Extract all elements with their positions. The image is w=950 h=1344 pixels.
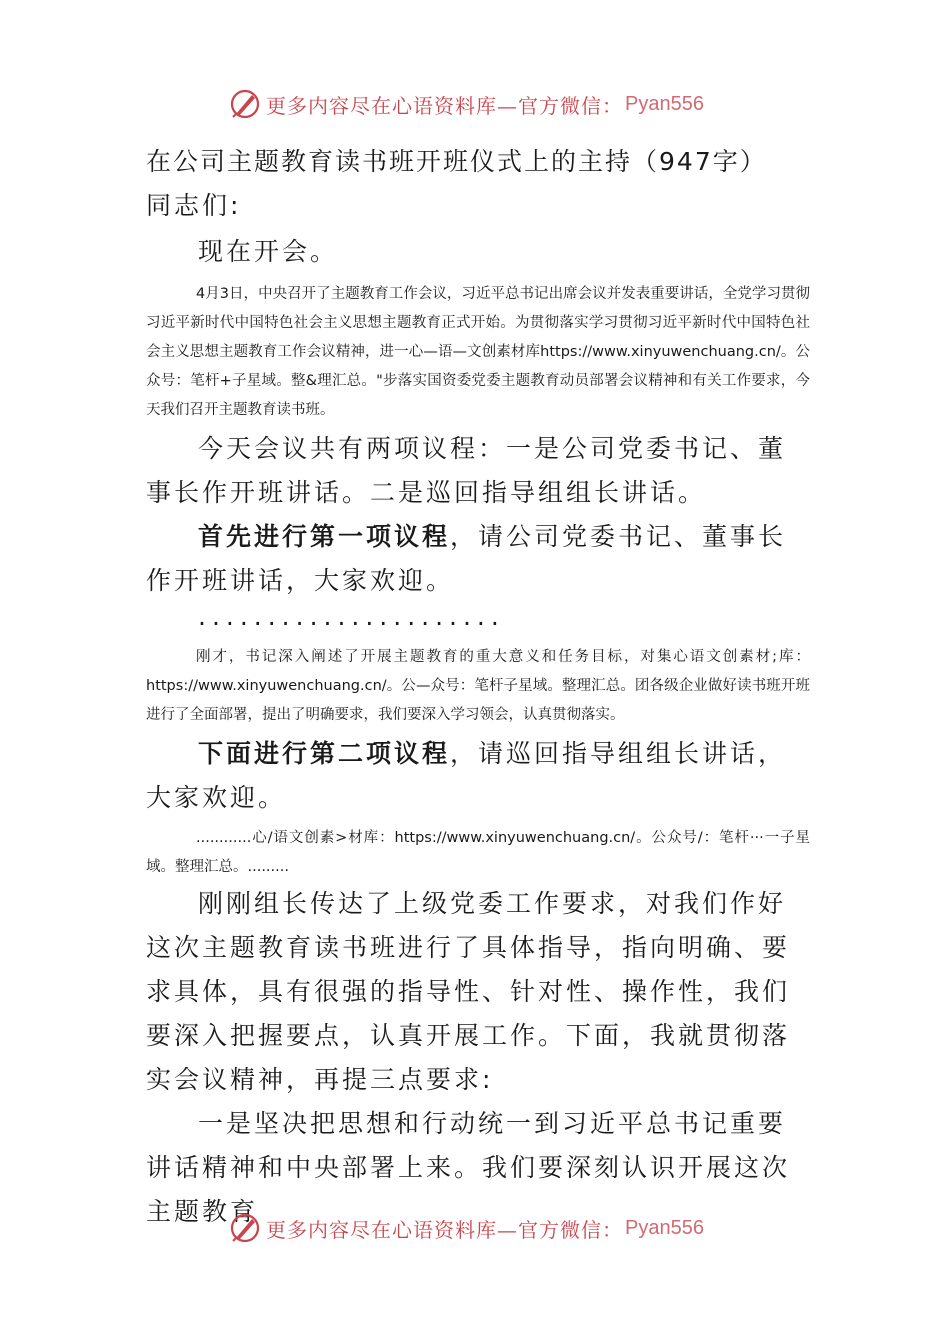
paragraph-requirements: 刚刚组长传达了上级党委工作要求，对我们作好这次主题教育读书班进行了具体指导，指向明确、要求具体，具有很强的指导性、针对性、操作性，我们要深入把握要点，认真开展工作。下面，我就贯彻落实会议精神，再提三点要求: <box>146 889 791 1094</box>
salutation: 同志们: <box>146 191 242 220</box>
paragraph-point-one: 一是坚决把思想和行动统一到习近平总书记重要讲话精神和中央部署上来。我们要深刻认识开展这次主题教育 <box>146 1109 791 1226</box>
paragraph-second-item <box>146 732 810 820</box>
pen-logo-icon <box>228 1211 262 1245</box>
paragraph-first-item <box>146 515 810 603</box>
paragraph-note: ............心/语文创素>材库：https://www.xinyuwenchuang.cn/。公众号/：笔杆···一子星域。整理汇总。......... <box>146 830 810 875</box>
first-item-text: ，请公司党委书记、董事长作开班讲话，大家欢迎。 <box>146 522 787 595</box>
pen-logo-icon <box>228 87 262 121</box>
document-title: 在公司主题教育读书班开班仪式上的主持（947字） <box>146 147 767 176</box>
header-banner <box>228 86 704 122</box>
footer-banner <box>228 1210 704 1246</box>
second-item-heading: 下面进行第二项议程 <box>198 739 451 768</box>
paragraph-background: 4月3日，中央召开了主题教育工作会议，习近平总书记出席会议并发表重要讲话，全党学习贯彻习近平新时代中国特色社会主义思想主题教育正式开始。为贯彻落实学习贯彻习近平新时代中国特色社会主义思想主题教育工作会议精神，进一心—语—文创素材库https://www.xinyuwenchuang.cn/。公众号：笔杆+子星域。整&理汇总。"步落实国资委党委主题教育动员部署会议精神和有关工作要求，今天我们召开主题教育读书班。 <box>146 286 810 418</box>
opening-line: 现在开会。 <box>198 237 339 266</box>
banner-text: 更多内容尽在心语资料库—官方微信： <box>266 1217 623 1242</box>
second-item-text: ，请巡回指导组组长讲话，大家欢迎。 <box>146 739 787 812</box>
document-body <box>146 140 810 1234</box>
banner-wechat-id: Pyan556 <box>625 1216 704 1239</box>
paragraph-agenda: 今天会议共有两项议程：一是公司党委书记、董事长作开班讲话。二是巡回指导组组长讲话。 <box>146 434 787 507</box>
ellipsis-separator: ······················ <box>198 609 505 638</box>
first-item-heading: 首先进行第一项议程 <box>198 522 451 551</box>
banner-text: 更多内容尽在心语资料库—官方微信： <box>266 93 623 118</box>
paragraph-summary: 刚才，书记深入阐述了开展主题教育的重大意义和任务目标，对集心语文创素材;库：https://www.xinyuwenchuang.cn/。公—众号：笔杆子星域。整理汇总。团各级企业做好读书班开班进行了全面部署，提出了明确要求，我们要深入学习领会，认真贯彻落实。 <box>146 649 810 723</box>
banner-wechat-id: Pyan556 <box>625 92 704 115</box>
